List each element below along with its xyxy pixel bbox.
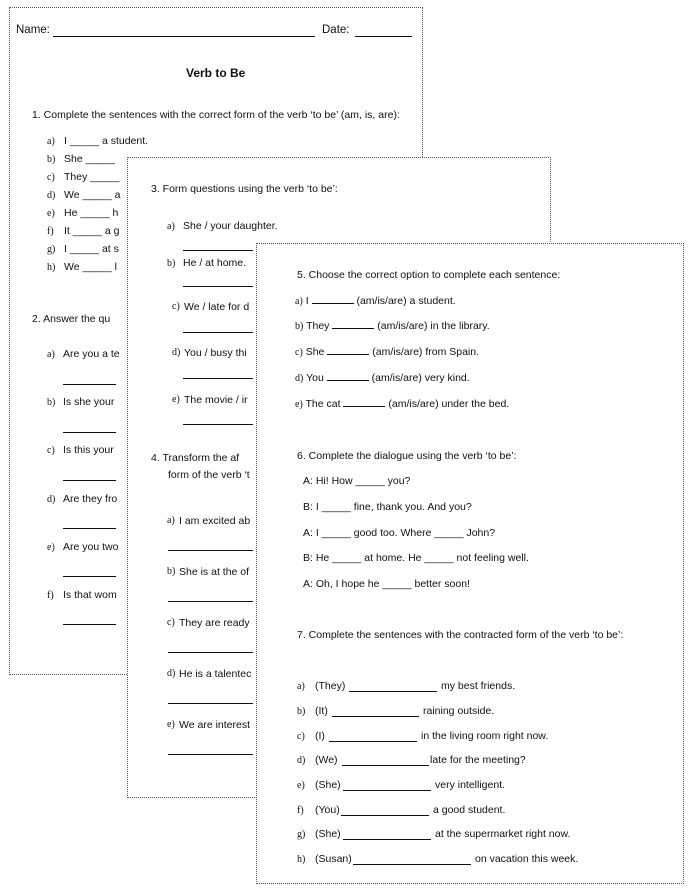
q5-item-letter: e): [295, 399, 303, 410]
q5-item-subject: You: [306, 372, 324, 384]
q5-blank[interactable]: [327, 372, 369, 381]
q5-blank[interactable]: [332, 320, 374, 329]
q7-item-rest: in the living room right now.: [421, 730, 549, 742]
q7-item-subject: (You): [315, 804, 340, 816]
q4-item-text: We are interest: [179, 719, 251, 731]
q7-item-subject: (It): [315, 705, 328, 717]
q4-item-text: He is a talentec: [179, 668, 252, 680]
q3-answer-line[interactable]: [183, 332, 253, 333]
q3-item-letter: b): [167, 258, 176, 269]
dialogue-line: A: Hi! How _____ you?: [303, 475, 411, 487]
q2-item-letter: e): [47, 542, 55, 553]
worksheet-page-3: [256, 243, 684, 884]
q5-item-rest: (am/is/are) very kind.: [371, 372, 470, 384]
q5-item: [295, 320, 490, 332]
q3-item-letter: d): [172, 347, 181, 358]
q7-blank[interactable]: [332, 716, 419, 717]
q4-item-letter: d): [167, 668, 176, 679]
q5-item: [295, 295, 456, 307]
q2-instruction: 2. Answer the qu: [32, 313, 111, 325]
q3-answer-line[interactable]: [183, 424, 253, 425]
q4-answer-line[interactable]: [168, 652, 253, 653]
q7-item-rest: raining outside.: [423, 705, 495, 717]
q5-item: [295, 372, 470, 384]
q2-item-text: Is this your: [63, 444, 114, 456]
q5-item-rest: (am/is/are) a student.: [356, 295, 456, 307]
q1-item-letter: d): [47, 190, 56, 201]
q7-item-subject: (She): [315, 828, 341, 840]
q5-item-letter: c): [295, 347, 303, 358]
q5-item: [295, 398, 509, 410]
q7-item-subject: (She): [315, 779, 341, 791]
q7-item-rest: very intelligent.: [435, 779, 506, 791]
q3-item-text: The movie / ir: [184, 394, 248, 406]
q7-blank[interactable]: [353, 864, 471, 865]
worksheet-title: Verb to Be: [186, 66, 246, 80]
q2-item-text: Are you two: [63, 541, 119, 553]
q7-blank[interactable]: [329, 741, 417, 742]
q5-item-letter: b): [295, 321, 304, 332]
dialogue-line: A: Oh, I hope he _____ better soon!: [303, 578, 470, 590]
q3-answer-line[interactable]: [183, 378, 253, 379]
q7-blank[interactable]: [343, 790, 431, 791]
q6-instruction: 6. Complete the dialogue using the verb ‘to be’:: [297, 450, 517, 462]
q5-blank[interactable]: [327, 346, 369, 355]
q1-item-letter: c): [47, 172, 55, 183]
q1-item-letter: h): [47, 262, 56, 273]
q7-item-rest: on vacation this week.: [475, 853, 579, 865]
q4-instruction-line1: 4. Transform the af: [151, 452, 240, 464]
q7-blank[interactable]: [341, 815, 429, 816]
q4-item-text: She is at the of: [179, 566, 250, 578]
q1-item-text: We _____ a: [64, 189, 121, 201]
q2-item-text: Is that wom: [63, 589, 117, 601]
q7-item-subject: (Susan): [315, 853, 352, 865]
q1-item-text: He _____ h: [64, 207, 119, 219]
q1-item-letter: f): [47, 226, 54, 237]
q2-item-letter: d): [47, 494, 56, 505]
q4-instruction-line2: form of the verb ‘t: [168, 469, 250, 481]
q1-item-text: We _____ l: [64, 261, 117, 273]
q2-answer-line[interactable]: [63, 528, 116, 529]
q7-item-letter: a): [297, 681, 305, 692]
q7-blank[interactable]: [342, 765, 429, 766]
q2-answer-line[interactable]: [63, 480, 116, 481]
q2-answer-line[interactable]: [63, 432, 116, 433]
q1-item-letter: b): [47, 154, 56, 165]
q5-item-subject: I: [305, 295, 309, 307]
q7-item-letter: e): [297, 780, 305, 791]
q1-item-text: They _____: [64, 171, 120, 183]
q2-item-text: Is she your: [63, 396, 115, 408]
q1-item-text: I _____ a student.: [64, 135, 149, 147]
q5-item: [295, 346, 479, 358]
dialogue-line: B: I _____ fine, thank you. And you?: [303, 501, 472, 513]
q5-blank[interactable]: [312, 295, 354, 304]
q1-item-letter: g): [47, 244, 56, 255]
q7-item-letter: c): [297, 731, 305, 742]
q4-answer-line[interactable]: [168, 550, 253, 551]
dialogue-line: B: He _____ at home. He _____ not feeling well.: [303, 552, 529, 564]
q7-item-subject: (We): [315, 754, 338, 766]
q7-item-letter: f): [297, 805, 304, 816]
name-field-line[interactable]: [53, 36, 315, 37]
q7-item-rest: a good student.: [433, 804, 506, 816]
q3-item-letter: a): [167, 221, 175, 232]
q2-answer-line[interactable]: [63, 576, 116, 577]
q5-item-rest: (am/is/are) from Spain.: [372, 346, 480, 358]
q2-answer-line[interactable]: [63, 384, 116, 385]
q2-item-text: Are they fro: [63, 493, 118, 505]
q4-item-letter: e): [167, 719, 175, 730]
q2-item-letter: f): [47, 590, 54, 601]
q5-item-subject: She: [305, 346, 325, 358]
q2-item-letter: a): [47, 349, 55, 360]
date-field-line[interactable]: [355, 36, 412, 37]
q7-item-rest: late for the meeting?: [430, 754, 526, 766]
q7-item-letter: h): [297, 854, 306, 865]
q7-item-subject: (They): [315, 680, 346, 692]
q4-answer-line[interactable]: [168, 754, 253, 755]
q3-item-letter: e): [172, 394, 180, 405]
q5-item-subject: They: [306, 320, 330, 332]
q5-item-rest: (am/is/are) in the library.: [377, 320, 490, 332]
q7-item-rest: my best friends.: [441, 680, 516, 692]
q3-item-text: You / busy thi: [184, 347, 247, 359]
q2-item-letter: c): [47, 445, 55, 456]
q4-item-letter: b): [167, 566, 176, 577]
q4-item-letter: c): [167, 617, 175, 628]
q7-blank[interactable]: [349, 691, 437, 692]
q3-item-text: He / at home.: [183, 257, 247, 269]
q3-item-text: We / late for d: [184, 301, 250, 313]
q4-answer-line[interactable]: [168, 601, 253, 602]
q1-item-text: She _____: [64, 153, 115, 165]
dialogue-line: A: I _____ good too. Where _____ John?: [303, 527, 496, 539]
q5-item-subject: The cat: [305, 398, 341, 410]
q2-answer-line[interactable]: [63, 624, 116, 625]
q1-item-text: I _____ at s: [64, 243, 119, 255]
q7-item-rest: at the supermarket right now.: [435, 828, 571, 840]
q1-item-letter: a): [47, 136, 55, 147]
q3-instruction: 3. Form questions using the verb ‘to be’:: [151, 183, 338, 195]
q3-answer-line[interactable]: [183, 250, 253, 251]
q5-blank[interactable]: [343, 398, 385, 407]
q1-item-text: It _____ a g: [64, 225, 120, 237]
q7-item-letter: g): [297, 829, 306, 840]
q2-item-letter: b): [47, 397, 56, 408]
date-label: Date:: [322, 24, 350, 36]
q5-item-letter: a): [295, 296, 303, 307]
q4-answer-line[interactable]: [168, 703, 253, 704]
q3-item-text: She / your daughter.: [183, 220, 278, 232]
q1-instruction: 1. Complete the sentences with the correct form of the verb ‘to be’ (am, is, are):: [32, 109, 400, 121]
q7-item-letter: d): [297, 755, 306, 766]
q7-item-letter: b): [297, 706, 306, 717]
q4-item-text: I am excited ab: [179, 515, 251, 527]
q5-item-rest: (am/is/are) under the bed.: [388, 398, 510, 410]
q3-item-letter: c): [172, 301, 180, 312]
q7-instruction: 7. Complete the sentences with the contracted form of the verb ‘to be’:: [297, 629, 624, 641]
q4-item-letter: a): [167, 515, 175, 526]
q2-item-text: Are you a te: [63, 348, 120, 360]
q7-blank[interactable]: [343, 839, 431, 840]
name-label: Name:: [16, 24, 50, 36]
q4-item-text: They are ready: [179, 617, 250, 629]
q3-answer-line[interactable]: [183, 286, 253, 287]
q7-item-subject: (I): [315, 730, 325, 742]
q5-instruction: 5. Choose the correct option to complete each sentence:: [297, 269, 561, 281]
q1-item-letter: e): [47, 208, 55, 219]
q5-item-letter: d): [295, 373, 304, 384]
